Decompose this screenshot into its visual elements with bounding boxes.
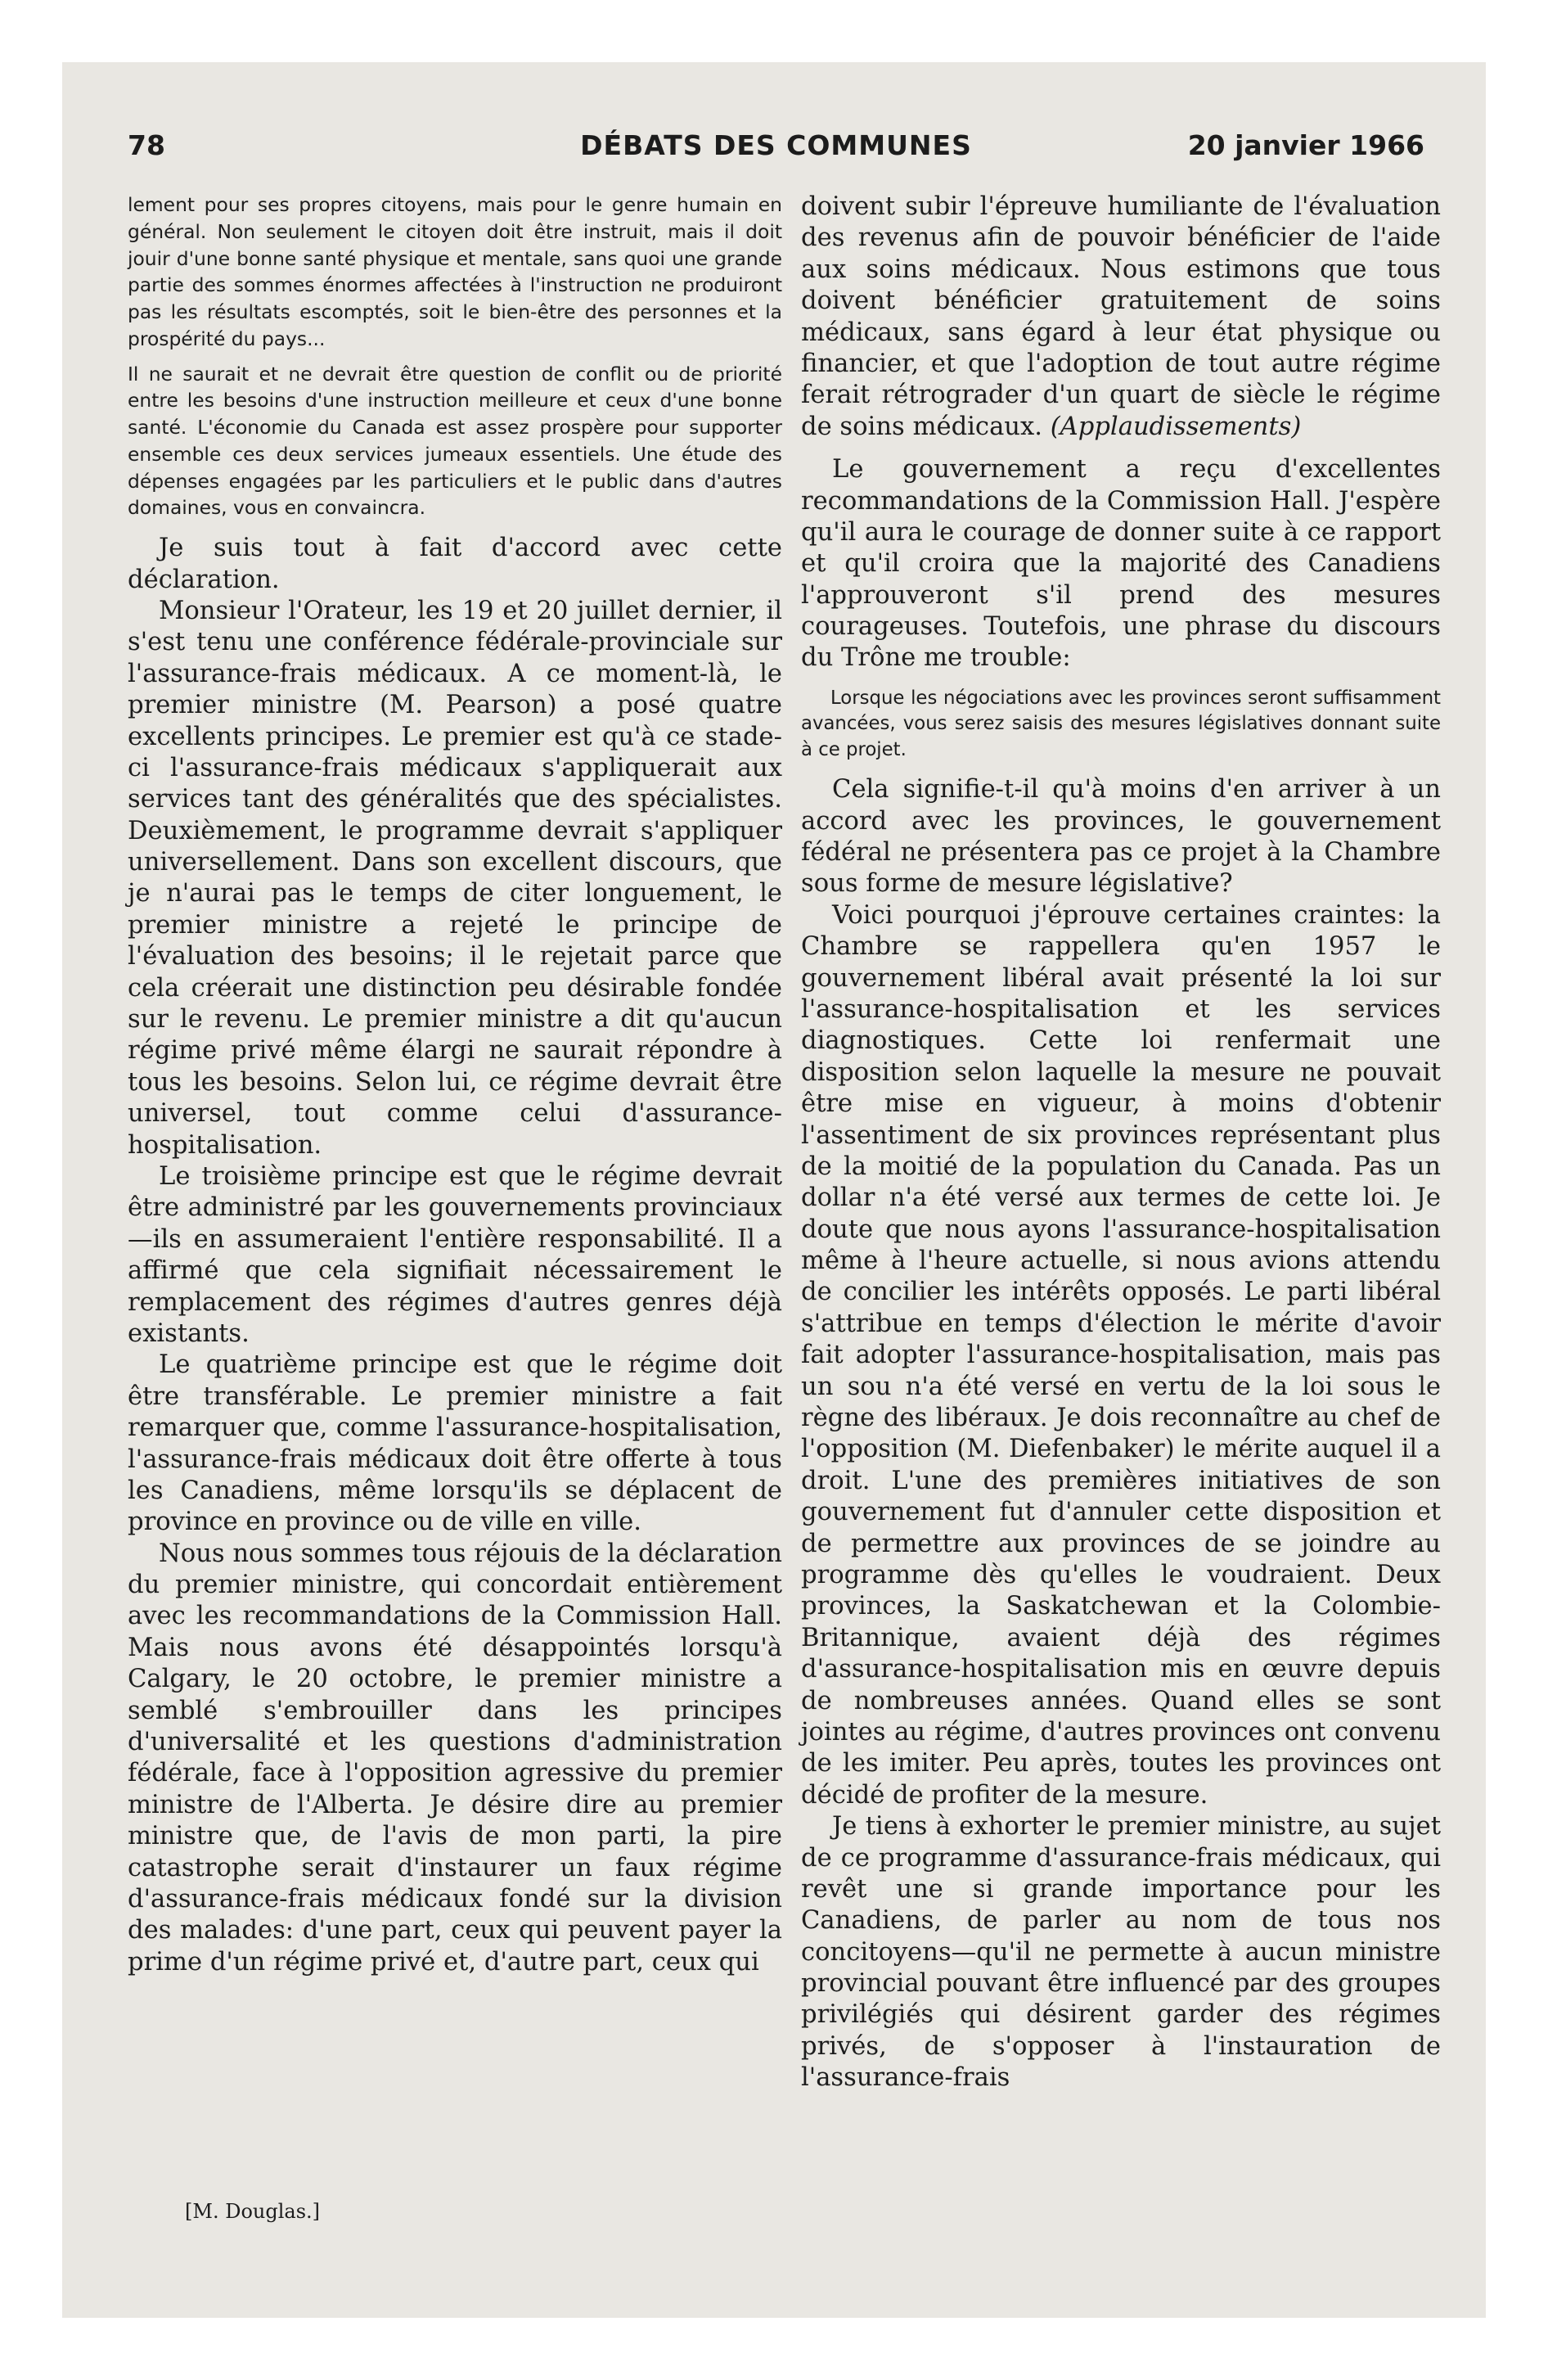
page-number: 78 <box>128 129 165 161</box>
paragraph: Nous nous sommes tous réjouis de la déclaration du premier ministre, qui concordait entièrement avec les recommandations de la Commission Hall. Mais nous avons été désappointés lorsqu'à Calgary, le 20 octobre, le premier ministre a semblé s'embrouiller dans les principes d'universalité et les questions d'administration fédérale, face à l'opposition agressive du premier ministre de l'Alberta. Je désire dire au premier ministre que, de l'avis de mon parti, la pire catastrophe serait d'instaurer un faux régime d'assurance-frais médicaux fondé sur la division des malades: d'une part, ceux qui peuvent payer la prime d'un régime privé et, d'autre part, ceux qui <box>128 1539 782 1977</box>
paragraph: Cela signifie-t-il qu'à moins d'en arriver à un accord avec les provinces, le gouvernement fédéral ne présentera pas ce projet à la Chambre sous forme de mesure législative? <box>801 775 1441 899</box>
speaker-attribution: [M. Douglas.] <box>185 2200 320 2223</box>
right-column <box>801 192 1441 2094</box>
paragraph: Je suis tout à fait d'accord avec cette déclaration. <box>128 534 782 594</box>
page-header <box>128 129 1424 178</box>
paragraph: Je tiens à exhorter le premier ministre, au sujet de ce programme d'assurance-frais médicaux, qui revêt une si grande importance pour les Canadiens, de parler au nom de tous nos concitoyens—qu'il ne permette à aucun ministre provincial pouvant être influencé par des groupes privilégiés qui désirent garder des régimes privés, de s'opposer à l'instauration de l'assurance-frais <box>801 1812 1441 2093</box>
paragraph: Le gouvernement a reçu d'excellentes recommandations de la Commission Hall. J'espère qu'il aura le courage de donner suite à ce rapport et qu'il croira que la majorité des Canadiens l'approuveront s'il prend des mesures courageuses. Toutefois, une phrase du discours du Trône me trouble: <box>801 455 1441 673</box>
scanned-page <box>62 62 1486 2318</box>
paragraph: Voici pourquoi j'éprouve certaines craintes: la Chambre se rappellera qu'en 1957 le gouvernement libéral avait présenté la loi sur l'assurance-hospitalisation et les services diagnostiques. Cette loi renfermait une disposition selon laquelle la mesure ne pouvait être mise en vigueur, à moins d'obtenir l'assentiment de six provinces représentant plus de la moitié de la population du Canada. Pas un dollar n'a été versé aux termes de cette loi. Je doute que nous ayons l'assurance-hospitalisation même à l'heure actuelle, si nous avions attendu de concilier les intérêts opposés. Le parti libéral s'attribue en temps d'élection le mérite d'avoir fait adopter l'assurance-hospitalisation, mais pas un sou n'a été versé en vertu de la loi sous le règne des libéraux. Je dois reconnaître au chef de l'opposition (M. Diefenbaker) le mérite auquel il a droit. L'une des premières initiatives de son gouvernement fut d'annuler cette disposition et de permettre aux provinces de se joindre au programme dès qu'elles le voudraient. Deux provinces, la Saskatchewan et la Colombie-Britannique, avaient déjà des régimes d'assurance-hospitalisation mis en œuvre depuis de nombreuses années. Quand elles se sont jointes au régime, d'autres provinces ont convenu de les imiter. Peu après, toutes les provinces ont décidé de profiter de la mesure. <box>801 900 1441 1810</box>
quoted-passage: Il ne saurait et ne devrait être question de conflit ou de priorité entre les besoins d'une instruction meilleure et ceux d'une bonne santé. L'économie du Canada est assez prospère pour supporter ensemble ces deux services jumeaux essentiels. Une étude des dépenses engagées par les particuliers et le public dans d'autres domaines, vous en convaincra. <box>128 362 782 520</box>
paragraph-text: doivent subir l'épreuve humiliante de l'évaluation des revenus afin de pouvoir bénéficier de l'aide aux soins médicaux. Nous estimons que tous doivent bénéficier gratuitement de soins médicaux, sans égard à leur état physique ou financier, et que l'adoption de tout autre régime ferait rétrograder d'un quart de siècle le régime de soins médicaux. <box>801 192 1441 441</box>
applause-note: (Applaudissements) <box>1050 412 1302 441</box>
left-column <box>128 192 782 1978</box>
paragraph: Le quatrième principe est que le régime doit être transférable. Le premier ministre a fait remarquer que, comme l'assurance-hospitalisation, l'assurance-frais médicaux doit être offerte à tous les Canadiens, même lorsqu'ils se déplacent de province en province ou de ville en ville. <box>128 1350 782 1537</box>
paragraph: Le troisième principe est que le régime devrait être administré par les gouvernements provinciaux—ils en assumeraient l'entière responsabilité. Il a affirmé que cela signifiait nécessairement le remplacement des régimes d'autres genres déjà existants. <box>128 1162 782 1348</box>
publication-date: 20 janvier 1966 <box>1187 129 1424 161</box>
publication-title: DÉBATS DES COMMUNES <box>580 129 972 161</box>
paragraph <box>801 192 1441 443</box>
paragraph: Monsieur l'Orateur, les 19 et 20 juillet dernier, il s'est tenu une conférence fédérale-provinciale sur l'assurance-frais médicaux. A ce moment-là, le premier ministre (M. Pearson) a posé quatre excellents principes. Le premier est qu'à ce stade-ci l'assurance-frais médicaux s'appliquerait aux services tant des généralités que des spécialistes. Deuxièmement, le programme devrait s'appliquer universellement. Dans son excellent discours, que je n'aurai pas le temps de citer longuement, le premier ministre a rejeté le principe de l'évaluation des besoins; il le rejetait parce que cela créerait une distinction peu désirable fondée sur le revenu. Le premier ministre a dit qu'aucun régime privé même élargi ne saurait répondre à tous les besoins. Selon lui, ce régime devrait être universel, tout comme celui d'assurance-hospitalisation. <box>128 596 782 1160</box>
quoted-passage: Lorsque les négociations avec les provinces seront suffisamment avancées, vous serez saisis des mesures législatives donnant suite à ce projet. <box>801 687 1441 760</box>
quoted-passage: lement pour ses propres citoyens, mais pour le genre humain en général. Non seulement le citoyen doit être instruit, mais il doit jouir d'une bonne santé physique et mentale, sans quoi une grande partie des sommes énormes affectées à l'instruction ne produiront pas les résultats escomptés, soit le bien-être des personnes et la prospérité du pays... <box>128 193 782 350</box>
